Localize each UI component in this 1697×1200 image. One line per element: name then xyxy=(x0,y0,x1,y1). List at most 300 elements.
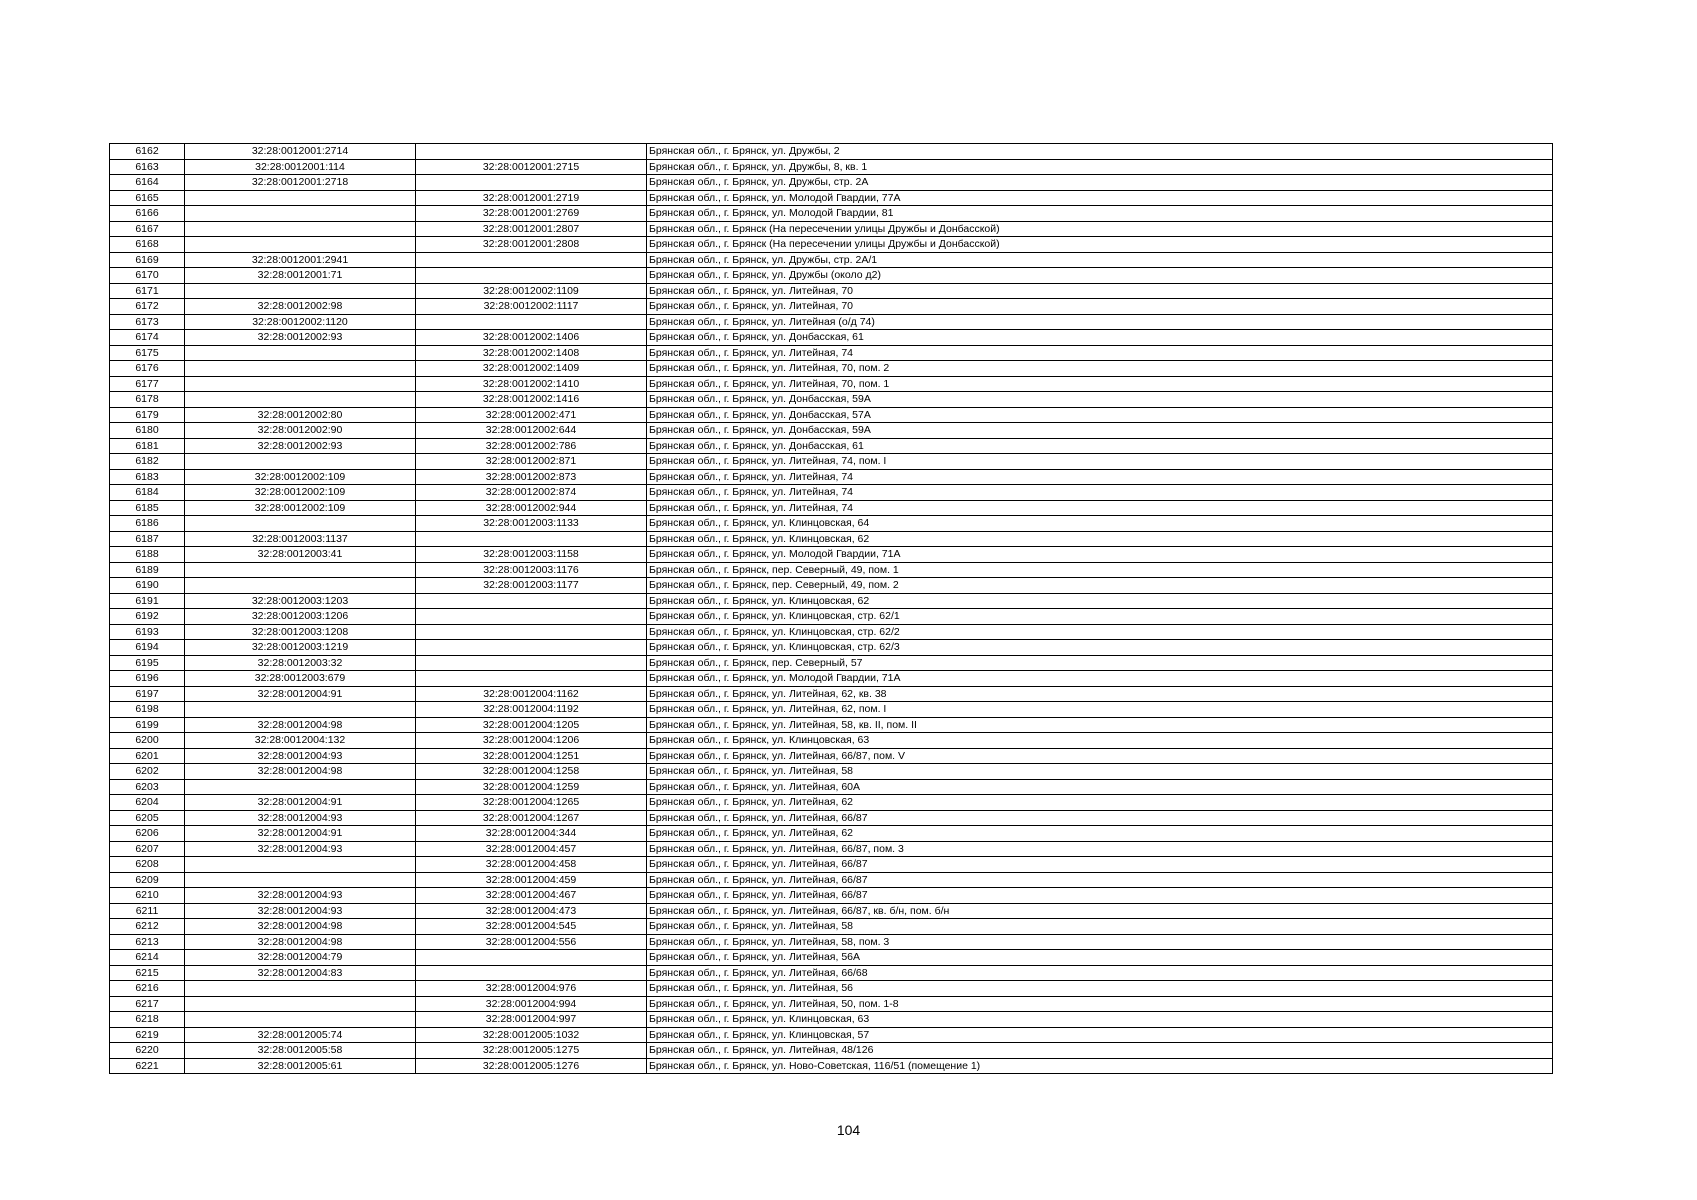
table-row xyxy=(110,376,1553,392)
building-cadastral-number-cell xyxy=(416,965,647,981)
row-number-cell: 6183 xyxy=(110,469,185,485)
building-cadastral-number-cell: 32:28:0012004:556 xyxy=(416,934,647,950)
address-cell: Брянская обл., г. Брянск, ул. Дружбы, стр. 2А xyxy=(647,175,1553,191)
row-number-cell: 6221 xyxy=(110,1058,185,1074)
land-cadastral-number-cell xyxy=(185,996,416,1012)
building-cadastral-number-cell xyxy=(416,640,647,656)
building-cadastral-number-cell: 32:28:0012001:2808 xyxy=(416,237,647,253)
land-cadastral-number-cell: 32:28:0012002:109 xyxy=(185,500,416,516)
land-cadastral-number-cell: 32:28:0012001:2718 xyxy=(185,175,416,191)
address-cell: Брянская обл., г. Брянск, ул. Ново-Советская, 116/51 (помещение 1) xyxy=(647,1058,1553,1074)
land-cadastral-number-cell: 32:28:0012004:98 xyxy=(185,919,416,935)
address-cell: Брянская обл., г. Брянск, ул. Клинцовская, 62 xyxy=(647,593,1553,609)
table-row xyxy=(110,1027,1553,1043)
table-row xyxy=(110,717,1553,733)
table-row xyxy=(110,314,1553,330)
row-number-cell: 6195 xyxy=(110,655,185,671)
row-number-cell: 6199 xyxy=(110,717,185,733)
table-row xyxy=(110,144,1553,160)
table-row xyxy=(110,888,1553,904)
address-cell: Брянская обл., г. Брянск, ул. Клинцовская, стр. 62/1 xyxy=(647,609,1553,625)
land-cadastral-number-cell xyxy=(185,345,416,361)
address-cell: Брянская обл., г. Брянск, ул. Клинцовская, 62 xyxy=(647,531,1553,547)
building-cadastral-number-cell: 32:28:0012004:1206 xyxy=(416,733,647,749)
land-cadastral-number-cell: 32:28:0012004:98 xyxy=(185,934,416,950)
land-cadastral-number-cell xyxy=(185,237,416,253)
row-number-cell: 6185 xyxy=(110,500,185,516)
building-cadastral-number-cell xyxy=(416,175,647,191)
address-cell: Брянская обл., г. Брянск, ул. Дружбы, 2 xyxy=(647,144,1553,160)
row-number-cell: 6208 xyxy=(110,857,185,873)
row-number-cell: 6201 xyxy=(110,748,185,764)
table-row xyxy=(110,950,1553,966)
address-cell: Брянская обл., г. Брянск, ул. Литейная, 66/87 xyxy=(647,857,1553,873)
table-row xyxy=(110,934,1553,950)
row-number-cell: 6197 xyxy=(110,686,185,702)
row-number-cell: 6217 xyxy=(110,996,185,1012)
address-cell: Брянская обл., г. Брянск, ул. Литейная, 50, пом. 1-8 xyxy=(647,996,1553,1012)
building-cadastral-number-cell: 32:28:0012004:994 xyxy=(416,996,647,1012)
address-cell: Брянская обл., г. Брянск, ул. Клинцовская, 63 xyxy=(647,733,1553,749)
land-cadastral-number-cell: 32:28:0012004:83 xyxy=(185,965,416,981)
land-cadastral-number-cell xyxy=(185,283,416,299)
address-cell: Брянская обл., г. Брянск, ул. Литейная, 62, кв. 38 xyxy=(647,686,1553,702)
building-cadastral-number-cell: 32:28:0012004:1258 xyxy=(416,764,647,780)
building-cadastral-number-cell: 32:28:0012002:471 xyxy=(416,407,647,423)
row-number-cell: 6219 xyxy=(110,1027,185,1043)
table-row xyxy=(110,903,1553,919)
address-cell: Брянская обл., г. Брянск, ул. Литейная, 66/68 xyxy=(647,965,1553,981)
land-cadastral-number-cell: 32:28:0012003:32 xyxy=(185,655,416,671)
page-number: 104 xyxy=(836,1122,861,1138)
land-cadastral-number-cell: 32:28:0012004:93 xyxy=(185,748,416,764)
land-cadastral-number-cell xyxy=(185,857,416,873)
land-cadastral-number-cell xyxy=(185,206,416,222)
row-number-cell: 6200 xyxy=(110,733,185,749)
row-number-cell: 6179 xyxy=(110,407,185,423)
building-cadastral-number-cell: 32:28:0012002:786 xyxy=(416,438,647,454)
address-cell: Брянская обл., г. Брянск, ул. Литейная, 74 xyxy=(647,500,1553,516)
row-number-cell: 6180 xyxy=(110,423,185,439)
row-number-cell: 6190 xyxy=(110,578,185,594)
building-cadastral-number-cell xyxy=(416,252,647,268)
building-cadastral-number-cell xyxy=(416,314,647,330)
address-cell: Брянская обл., г. Брянск, ул. Литейная, 66/87, пом. 3 xyxy=(647,841,1553,857)
row-number-cell: 6167 xyxy=(110,221,185,237)
table-row xyxy=(110,810,1553,826)
address-cell: Брянская обл., г. Брянск, ул. Литейная, 70, пом. 1 xyxy=(647,376,1553,392)
table-row xyxy=(110,841,1553,857)
row-number-cell: 6206 xyxy=(110,826,185,842)
land-cadastral-number-cell: 32:28:0012002:80 xyxy=(185,407,416,423)
land-cadastral-number-cell xyxy=(185,562,416,578)
table-row xyxy=(110,655,1553,671)
land-cadastral-number-cell xyxy=(185,779,416,795)
address-cell: Брянская обл., г. Брянск, ул. Дружбы (около д2) xyxy=(647,268,1553,284)
row-number-cell: 6174 xyxy=(110,330,185,346)
address-cell: Брянская обл., г. Брянск, ул. Молодой Гвардии, 81 xyxy=(647,206,1553,222)
land-cadastral-number-cell: 32:28:0012003:1208 xyxy=(185,624,416,640)
land-cadastral-number-cell: 32:28:0012002:109 xyxy=(185,469,416,485)
land-cadastral-number-cell: 32:28:0012003:1219 xyxy=(185,640,416,656)
row-number-cell: 6193 xyxy=(110,624,185,640)
table-row xyxy=(110,206,1553,222)
land-cadastral-number-cell xyxy=(185,578,416,594)
building-cadastral-number-cell: 32:28:0012004:1192 xyxy=(416,702,647,718)
building-cadastral-number-cell: 32:28:0012005:1275 xyxy=(416,1043,647,1059)
table-row xyxy=(110,826,1553,842)
table-row xyxy=(110,686,1553,702)
building-cadastral-number-cell: 32:28:0012004:997 xyxy=(416,1012,647,1028)
table-row xyxy=(110,748,1553,764)
building-cadastral-number-cell xyxy=(416,655,647,671)
land-cadastral-number-cell: 32:28:0012002:93 xyxy=(185,330,416,346)
row-number-cell: 6205 xyxy=(110,810,185,826)
land-cadastral-number-cell: 32:28:0012001:114 xyxy=(185,159,416,175)
table-row xyxy=(110,237,1553,253)
building-cadastral-number-cell: 32:28:0012002:1109 xyxy=(416,283,647,299)
land-cadastral-number-cell xyxy=(185,981,416,997)
building-cadastral-number-cell: 32:28:0012004:1205 xyxy=(416,717,647,733)
building-cadastral-number-cell: 32:28:0012002:871 xyxy=(416,454,647,470)
table-row xyxy=(110,640,1553,656)
building-cadastral-number-cell: 32:28:0012004:1162 xyxy=(416,686,647,702)
land-cadastral-number-cell xyxy=(185,221,416,237)
building-cadastral-number-cell: 32:28:0012003:1158 xyxy=(416,547,647,563)
address-cell: Брянская обл., г. Брянск, ул. Литейная, 70 xyxy=(647,283,1553,299)
address-cell: Брянская обл., г. Брянск, ул. Литейная, 58 xyxy=(647,919,1553,935)
row-number-cell: 6166 xyxy=(110,206,185,222)
table-row xyxy=(110,578,1553,594)
building-cadastral-number-cell: 32:28:0012002:644 xyxy=(416,423,647,439)
address-cell: Брянская обл., г. Брянск, ул. Литейная, 58, пом. 3 xyxy=(647,934,1553,950)
address-cell: Брянская обл., г. Брянск, ул. Литейная, 66/87 xyxy=(647,810,1553,826)
table-row xyxy=(110,609,1553,625)
building-cadastral-number-cell: 32:28:0012003:1176 xyxy=(416,562,647,578)
row-number-cell: 6194 xyxy=(110,640,185,656)
address-cell: Брянская обл., г. Брянск, ул. Донбасская, 57А xyxy=(647,407,1553,423)
building-cadastral-number-cell: 32:28:0012004:473 xyxy=(416,903,647,919)
land-cadastral-number-cell: 32:28:0012004:91 xyxy=(185,686,416,702)
land-cadastral-number-cell xyxy=(185,1012,416,1028)
row-number-cell: 6211 xyxy=(110,903,185,919)
address-cell: Брянская обл., г. Брянск, ул. Клинцовская, стр. 62/2 xyxy=(647,624,1553,640)
building-cadastral-number-cell xyxy=(416,950,647,966)
address-cell: Брянская обл., г. Брянск, ул. Литейная, 66/87 xyxy=(647,888,1553,904)
table-row xyxy=(110,624,1553,640)
address-cell: Брянская обл., г. Брянск, ул. Клинцовская, 63 xyxy=(647,1012,1553,1028)
building-cadastral-number-cell: 32:28:0012004:1259 xyxy=(416,779,647,795)
address-cell: Брянская обл., г. Брянск, ул. Донбасская, 59А xyxy=(647,423,1553,439)
address-cell: Брянская обл., г. Брянск, ул. Литейная, 66/87, пом. V xyxy=(647,748,1553,764)
building-cadastral-number-cell: 32:28:0012004:344 xyxy=(416,826,647,842)
land-cadastral-number-cell: 32:28:0012002:98 xyxy=(185,299,416,315)
land-cadastral-number-cell xyxy=(185,392,416,408)
building-cadastral-number-cell: 32:28:0012002:1408 xyxy=(416,345,647,361)
land-cadastral-number-cell: 32:28:0012004:79 xyxy=(185,950,416,966)
table-row xyxy=(110,500,1553,516)
building-cadastral-number-cell: 32:28:0012004:976 xyxy=(416,981,647,997)
address-cell: Брянская обл., г. Брянск, ул. Дружбы, 8, кв. 1 xyxy=(647,159,1553,175)
building-cadastral-number-cell: 32:28:0012005:1276 xyxy=(416,1058,647,1074)
land-cadastral-number-cell xyxy=(185,702,416,718)
table-row xyxy=(110,795,1553,811)
land-cadastral-number-cell: 32:28:0012001:71 xyxy=(185,268,416,284)
row-number-cell: 6165 xyxy=(110,190,185,206)
table-row xyxy=(110,531,1553,547)
building-cadastral-number-cell xyxy=(416,624,647,640)
row-number-cell: 6178 xyxy=(110,392,185,408)
building-cadastral-number-cell: 32:28:0012004:467 xyxy=(416,888,647,904)
building-cadastral-number-cell: 32:28:0012001:2719 xyxy=(416,190,647,206)
land-cadastral-number-cell: 32:28:0012004:98 xyxy=(185,717,416,733)
table-row xyxy=(110,268,1553,284)
building-cadastral-number-cell: 32:28:0012001:2715 xyxy=(416,159,647,175)
table-row xyxy=(110,299,1553,315)
table-row xyxy=(110,779,1553,795)
table-row xyxy=(110,516,1553,532)
building-cadastral-number-cell: 32:28:0012004:1267 xyxy=(416,810,647,826)
row-number-cell: 6169 xyxy=(110,252,185,268)
address-cell: Брянская обл., г. Брянск, ул. Молодой Гвардии, 71А xyxy=(647,671,1553,687)
building-cadastral-number-cell: 32:28:0012004:459 xyxy=(416,872,647,888)
row-number-cell: 6187 xyxy=(110,531,185,547)
building-cadastral-number-cell xyxy=(416,144,647,160)
land-cadastral-number-cell: 32:28:0012001:2714 xyxy=(185,144,416,160)
building-cadastral-number-cell: 32:28:0012002:1117 xyxy=(416,299,647,315)
table-row xyxy=(110,407,1553,423)
address-cell: Брянская обл., г. Брянск, ул. Литейная, 58, кв. II, пом. II xyxy=(647,717,1553,733)
table-row xyxy=(110,965,1553,981)
building-cadastral-number-cell: 32:28:0012004:545 xyxy=(416,919,647,935)
land-cadastral-number-cell xyxy=(185,190,416,206)
address-cell: Брянская обл., г. Брянск, ул. Литейная, 56 xyxy=(647,981,1553,997)
building-cadastral-number-cell: 32:28:0012002:1410 xyxy=(416,376,647,392)
land-cadastral-number-cell: 32:28:0012003:41 xyxy=(185,547,416,563)
land-cadastral-number-cell xyxy=(185,361,416,377)
address-cell: Брянская обл., г. Брянск, ул. Литейная, 60А xyxy=(647,779,1553,795)
land-cadastral-number-cell: 32:28:0012002:1120 xyxy=(185,314,416,330)
table-row xyxy=(110,764,1553,780)
land-cadastral-number-cell: 32:28:0012001:2941 xyxy=(185,252,416,268)
address-cell: Брянская обл., г. Брянск, ул. Дружбы, стр. 2А/1 xyxy=(647,252,1553,268)
table-row xyxy=(110,593,1553,609)
building-cadastral-number-cell xyxy=(416,531,647,547)
building-cadastral-number-cell: 32:28:0012002:1416 xyxy=(416,392,647,408)
registry-table-body xyxy=(110,144,1553,1074)
land-cadastral-number-cell: 32:28:0012004:93 xyxy=(185,841,416,857)
row-number-cell: 6170 xyxy=(110,268,185,284)
land-cadastral-number-cell: 32:28:0012002:93 xyxy=(185,438,416,454)
building-cadastral-number-cell: 32:28:0012003:1177 xyxy=(416,578,647,594)
table-row xyxy=(110,562,1553,578)
address-cell: Брянская обл., г. Брянск, ул. Донбасская, 61 xyxy=(647,330,1553,346)
row-number-cell: 6182 xyxy=(110,454,185,470)
row-number-cell: 6203 xyxy=(110,779,185,795)
land-cadastral-number-cell: 32:28:0012002:90 xyxy=(185,423,416,439)
address-cell: Брянская обл., г. Брянск, ул. Молодой Гвардии, 77А xyxy=(647,190,1553,206)
row-number-cell: 6189 xyxy=(110,562,185,578)
row-number-cell: 6168 xyxy=(110,237,185,253)
building-cadastral-number-cell: 32:28:0012004:458 xyxy=(416,857,647,873)
address-cell: Брянская обл., г. Брянск (На пересечении улицы Дружбы и Донбасской) xyxy=(647,237,1553,253)
row-number-cell: 6192 xyxy=(110,609,185,625)
table-row xyxy=(110,283,1553,299)
table-row xyxy=(110,733,1553,749)
row-number-cell: 6204 xyxy=(110,795,185,811)
row-number-cell: 6214 xyxy=(110,950,185,966)
table-row xyxy=(110,175,1553,191)
building-cadastral-number-cell: 32:28:0012005:1032 xyxy=(416,1027,647,1043)
address-cell: Брянская обл., г. Брянск, ул. Клинцовская, 64 xyxy=(647,516,1553,532)
table-row xyxy=(110,1043,1553,1059)
row-number-cell: 6186 xyxy=(110,516,185,532)
table-row xyxy=(110,1012,1553,1028)
building-cadastral-number-cell xyxy=(416,268,647,284)
row-number-cell: 6216 xyxy=(110,981,185,997)
address-cell: Брянская обл., г. Брянск, ул. Литейная, 66/87 xyxy=(647,872,1553,888)
address-cell: Брянская обл., г. Брянск, ул. Донбасская, 59А xyxy=(647,392,1553,408)
row-number-cell: 6162 xyxy=(110,144,185,160)
table-row xyxy=(110,857,1553,873)
address-cell: Брянская обл., г. Брянск, ул. Клинцовская, стр. 62/3 xyxy=(647,640,1553,656)
address-cell: Брянская обл., г. Брянск, ул. Литейная, 70, пом. 2 xyxy=(647,361,1553,377)
row-number-cell: 6207 xyxy=(110,841,185,857)
address-cell: Брянская обл., г. Брянск, ул. Литейная, 74, пом. I xyxy=(647,454,1553,470)
row-number-cell: 6188 xyxy=(110,547,185,563)
address-cell: Брянская обл., г. Брянск, ул. Литейная, 62, пом. I xyxy=(647,702,1553,718)
table-row xyxy=(110,996,1553,1012)
table-row xyxy=(110,221,1553,237)
building-cadastral-number-cell: 32:28:0012002:944 xyxy=(416,500,647,516)
table-row xyxy=(110,872,1553,888)
land-cadastral-number-cell: 32:28:0012004:93 xyxy=(185,888,416,904)
table-row xyxy=(110,361,1553,377)
row-number-cell: 6196 xyxy=(110,671,185,687)
address-cell: Брянская обл., г. Брянск, пер. Северный, 49, пом. 1 xyxy=(647,562,1553,578)
land-cadastral-number-cell: 32:28:0012004:93 xyxy=(185,903,416,919)
land-cadastral-number-cell: 32:28:0012003:1137 xyxy=(185,531,416,547)
row-number-cell: 6218 xyxy=(110,1012,185,1028)
row-number-cell: 6220 xyxy=(110,1043,185,1059)
land-cadastral-number-cell: 32:28:0012002:109 xyxy=(185,485,416,501)
table-row xyxy=(110,671,1553,687)
table-row xyxy=(110,981,1553,997)
row-number-cell: 6164 xyxy=(110,175,185,191)
table-row xyxy=(110,438,1553,454)
address-cell: Брянская обл., г. Брянск, пер. Северный, 57 xyxy=(647,655,1553,671)
building-cadastral-number-cell xyxy=(416,609,647,625)
table-row xyxy=(110,252,1553,268)
row-number-cell: 6175 xyxy=(110,345,185,361)
land-cadastral-number-cell: 32:28:0012005:61 xyxy=(185,1058,416,1074)
row-number-cell: 6177 xyxy=(110,376,185,392)
address-cell: Брянская обл., г. Брянск, ул. Литейная (о/д 74) xyxy=(647,314,1553,330)
building-cadastral-number-cell: 32:28:0012001:2769 xyxy=(416,206,647,222)
row-number-cell: 6212 xyxy=(110,919,185,935)
building-cadastral-number-cell: 32:28:0012002:1406 xyxy=(416,330,647,346)
address-cell: Брянская обл., г. Брянск, ул. Клинцовская, 57 xyxy=(647,1027,1553,1043)
row-number-cell: 6210 xyxy=(110,888,185,904)
table-row xyxy=(110,1058,1553,1074)
land-cadastral-number-cell: 32:28:0012004:91 xyxy=(185,795,416,811)
registry-table xyxy=(109,143,1553,1074)
row-number-cell: 6213 xyxy=(110,934,185,950)
land-cadastral-number-cell: 32:28:0012004:91 xyxy=(185,826,416,842)
building-cadastral-number-cell: 32:28:0012002:1409 xyxy=(416,361,647,377)
building-cadastral-number-cell: 32:28:0012004:1251 xyxy=(416,748,647,764)
land-cadastral-number-cell: 32:28:0012003:1206 xyxy=(185,609,416,625)
row-number-cell: 6215 xyxy=(110,965,185,981)
building-cadastral-number-cell: 32:28:0012002:874 xyxy=(416,485,647,501)
land-cadastral-number-cell: 32:28:0012004:98 xyxy=(185,764,416,780)
land-cadastral-number-cell xyxy=(185,872,416,888)
row-number-cell: 6191 xyxy=(110,593,185,609)
table-row xyxy=(110,159,1553,175)
address-cell: Брянская обл., г. Брянск (На пересечении улицы Дружбы и Донбасской) xyxy=(647,221,1553,237)
address-cell: Брянская обл., г. Брянск, ул. Литейная, 62 xyxy=(647,826,1553,842)
address-cell: Брянская обл., г. Брянск, ул. Литейная, 74 xyxy=(647,469,1553,485)
row-number-cell: 6198 xyxy=(110,702,185,718)
building-cadastral-number-cell xyxy=(416,593,647,609)
address-cell: Брянская обл., г. Брянск, ул. Литейная, 66/87, кв. б/н, пом. б/н xyxy=(647,903,1553,919)
building-cadastral-number-cell: 32:28:0012002:873 xyxy=(416,469,647,485)
table-row xyxy=(110,345,1553,361)
address-cell: Брянская обл., г. Брянск, ул. Донбасская, 61 xyxy=(647,438,1553,454)
land-cadastral-number-cell: 32:28:0012003:1203 xyxy=(185,593,416,609)
table-row xyxy=(110,392,1553,408)
address-cell: Брянская обл., г. Брянск, ул. Литейная, 48/126 xyxy=(647,1043,1553,1059)
table-row xyxy=(110,423,1553,439)
land-cadastral-number-cell: 32:28:0012004:93 xyxy=(185,810,416,826)
table-row xyxy=(110,454,1553,470)
table-row xyxy=(110,702,1553,718)
row-number-cell: 6181 xyxy=(110,438,185,454)
building-cadastral-number-cell: 32:28:0012001:2807 xyxy=(416,221,647,237)
table-row xyxy=(110,919,1553,935)
building-cadastral-number-cell xyxy=(416,671,647,687)
table-row xyxy=(110,547,1553,563)
row-number-cell: 6172 xyxy=(110,299,185,315)
row-number-cell: 6171 xyxy=(110,283,185,299)
row-number-cell: 6163 xyxy=(110,159,185,175)
address-cell: Брянская обл., г. Брянск, ул. Литейная, 74 xyxy=(647,485,1553,501)
row-number-cell: 6184 xyxy=(110,485,185,501)
building-cadastral-number-cell: 32:28:0012003:1133 xyxy=(416,516,647,532)
address-cell: Брянская обл., г. Брянск, ул. Молодой Гвардии, 71А xyxy=(647,547,1553,563)
row-number-cell: 6173 xyxy=(110,314,185,330)
building-cadastral-number-cell: 32:28:0012004:1265 xyxy=(416,795,647,811)
address-cell: Брянская обл., г. Брянск, пер. Северный, 49, пом. 2 xyxy=(647,578,1553,594)
table-row xyxy=(110,485,1553,501)
address-cell: Брянская обл., г. Брянск, ул. Литейная, 62 xyxy=(647,795,1553,811)
address-cell: Брянская обл., г. Брянск, ул. Литейная, 74 xyxy=(647,345,1553,361)
address-cell: Брянская обл., г. Брянск, ул. Литейная, 58 xyxy=(647,764,1553,780)
table-row xyxy=(110,469,1553,485)
table-row xyxy=(110,190,1553,206)
land-cadastral-number-cell xyxy=(185,516,416,532)
building-cadastral-number-cell: 32:28:0012004:457 xyxy=(416,841,647,857)
address-cell: Брянская обл., г. Брянск, ул. Литейная, 70 xyxy=(647,299,1553,315)
row-number-cell: 6209 xyxy=(110,872,185,888)
table-row xyxy=(110,330,1553,346)
land-cadastral-number-cell: 32:28:0012005:74 xyxy=(185,1027,416,1043)
land-cadastral-number-cell: 32:28:0012003:679 xyxy=(185,671,416,687)
land-cadastral-number-cell xyxy=(185,376,416,392)
row-number-cell: 6176 xyxy=(110,361,185,377)
land-cadastral-number-cell: 32:28:0012004:132 xyxy=(185,733,416,749)
land-cadastral-number-cell: 32:28:0012005:58 xyxy=(185,1043,416,1059)
